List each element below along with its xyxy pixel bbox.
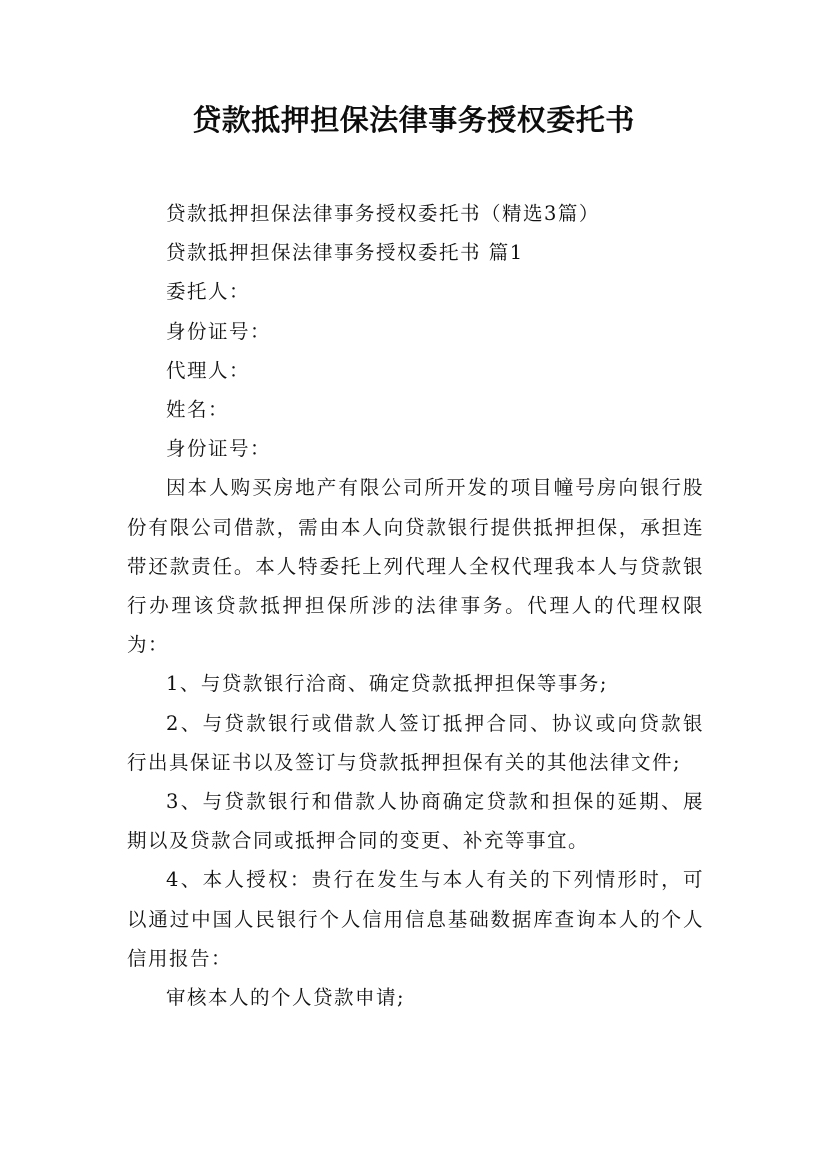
authority-item-1: 1、与贷款银行洽商、确定贷款抵押担保等事务;	[166, 672, 608, 696]
agent-label: 代理人：	[166, 358, 251, 382]
document-body	[127, 194, 704, 1017]
authority-item-3: 3、与贷款银行和借款人协商确定贷款和担保的延期、展期以及贷款合同或抵押合同的变更、补充等事宜。	[127, 790, 704, 853]
document-subtitle: 贷款抵押担保法律事务授权委托书（精选3篇）	[166, 202, 600, 225]
document-title: 贷款抵押担保法律事务授权委托书	[192, 103, 635, 137]
agent-id-label: 身份证号：	[166, 437, 272, 461]
section-heading: 贷款抵押担保法律事务授权委托书 篇1	[166, 241, 524, 265]
authority-sub-item: 审核本人的个人贷款申请;	[166, 986, 406, 1010]
agent-name-label: 姓名：	[166, 398, 230, 422]
principal-id-label: 身份证号：	[166, 319, 272, 343]
authority-item-2: 2、与贷款银行或借款人签订抵押合同、协议或向贷款银行出具保证书以及签订与贷款抵押担保有关的其他法律文件;	[127, 711, 704, 774]
authority-item-4: 4、本人授权：贵行在发生与本人有关的下列情形时，可以通过中国人民银行个人信用信息基础数据库查询本人的个人信用报告：	[127, 868, 704, 970]
authorization-paragraph: 因本人购买房地产有限公司所开发的项目幢号房向银行股份有限公司借款，需由本人向贷款银行提供抵押担保，承担连带还款责任。本人特委托上列代理人全权代理我本人与贷款银行办理该贷款抵押担保所涉的法律事务。代理人的代理权限为：	[127, 476, 704, 657]
principal-label: 委托人：	[166, 280, 251, 304]
